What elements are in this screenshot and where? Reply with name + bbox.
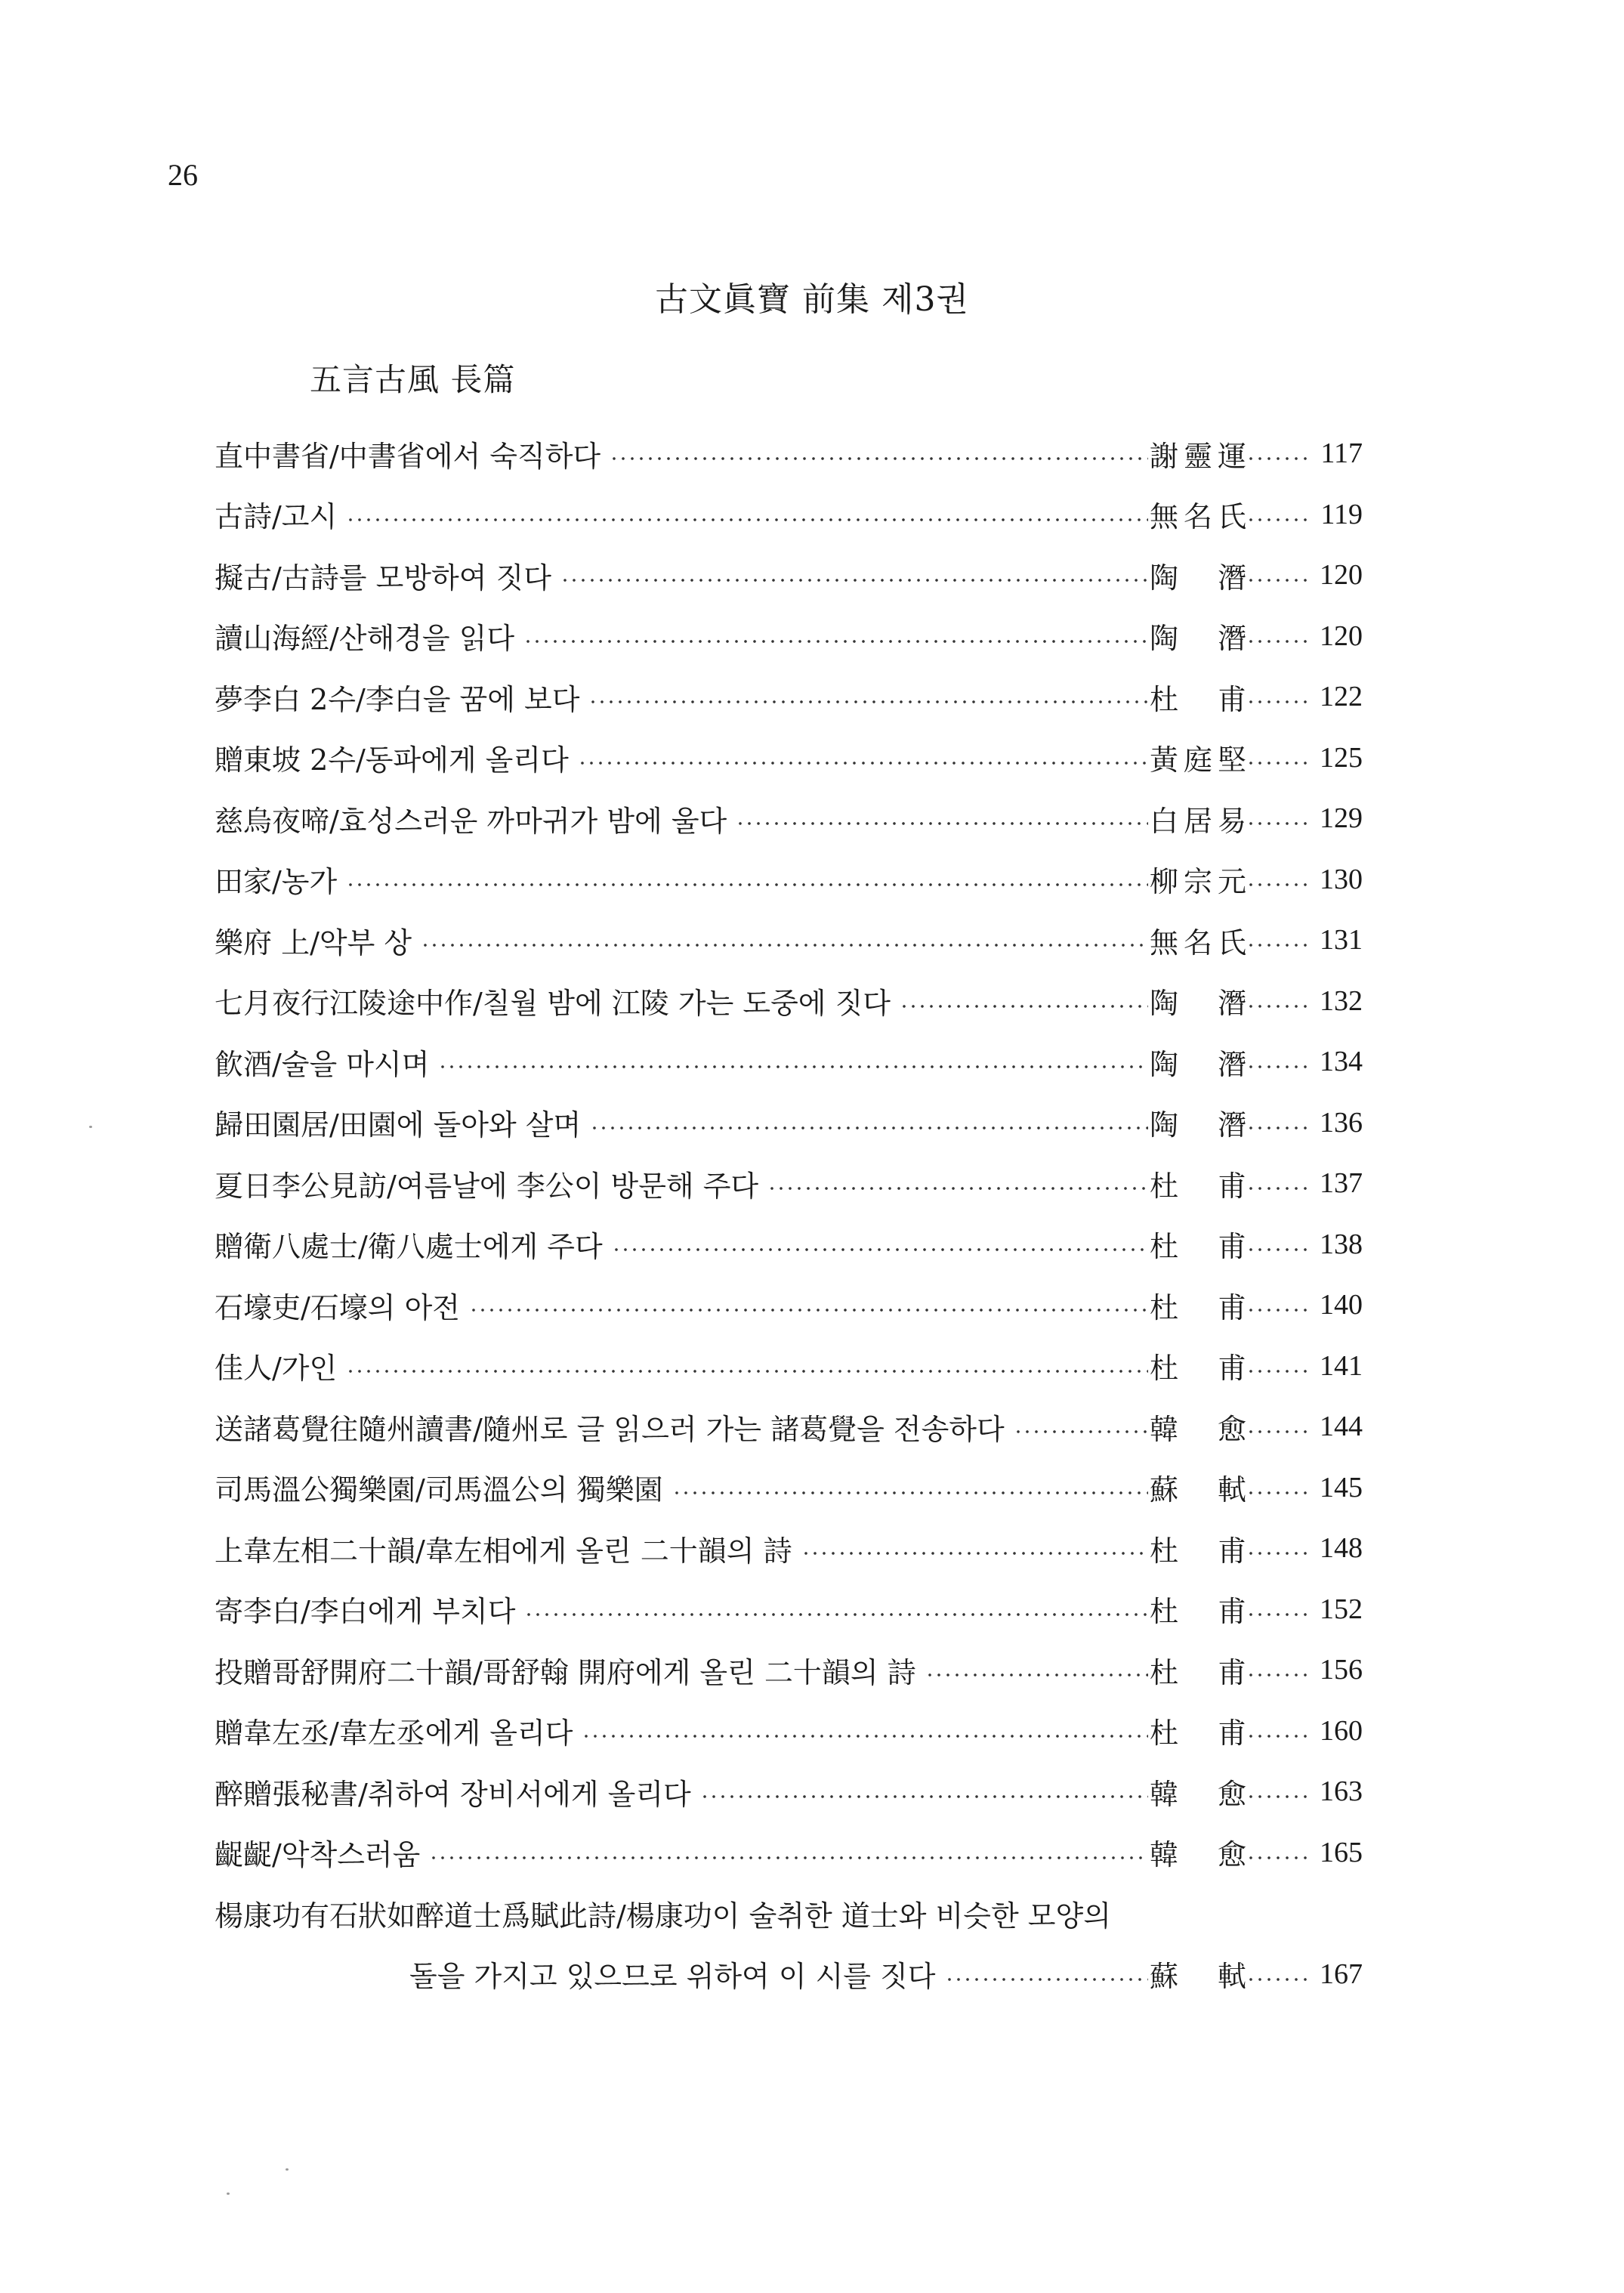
entry-author: 無名氏 <box>1150 926 1246 960</box>
entry-page: 125 <box>1320 741 1363 774</box>
dot-leader <box>421 941 1148 949</box>
entry-page: 160 <box>1320 1714 1363 1747</box>
entry-author: 杜 甫 <box>1150 1169 1246 1203</box>
entry-author: 杜 甫 <box>1150 1352 1246 1386</box>
entry-author: 無名氏 <box>1150 500 1246 534</box>
toc-entry[interactable] <box>215 1639 1363 1701</box>
entry-title: 七月夜行江陵途中作/칠월 밤에 江陵 가는 도중에 짓다 <box>215 987 891 1021</box>
toc-entry[interactable] <box>215 849 1363 910</box>
entry-author: 杜 甫 <box>1150 682 1246 716</box>
entry-page: 120 <box>1320 620 1363 652</box>
entry-author: 陶 潛 <box>1150 1047 1246 1081</box>
toc-entry[interactable] <box>215 1031 1363 1092</box>
dot-leader <box>1246 698 1308 706</box>
toc-entry[interactable] <box>215 1092 1363 1154</box>
toc-entry[interactable] <box>215 484 1363 545</box>
entry-author: 杜 甫 <box>1150 1595 1246 1629</box>
dot-leader <box>1246 455 1308 462</box>
entry-title: 擬古/古詩를 모방하여 짓다 <box>215 561 551 595</box>
entry-author: 韓 愈 <box>1150 1838 1246 1872</box>
entry-title: 古詩/고시 <box>215 500 338 534</box>
entry-page: 131 <box>1320 924 1363 956</box>
entry-title: 讀山海經/산해경을 읽다 <box>215 622 515 656</box>
dot-leader <box>700 1793 1148 1800</box>
entry-author: 白居易 <box>1150 804 1246 838</box>
dot-leader <box>925 1671 1148 1679</box>
dot-leader <box>1246 516 1308 524</box>
entry-page: 144 <box>1320 1411 1363 1443</box>
scan-speck <box>89 1126 92 1128</box>
entry-title: 夢李白 2수/李白을 꿈에 보다 <box>215 682 580 716</box>
entry-author: 蘇 軾 <box>1150 1473 1246 1507</box>
dot-leader <box>900 1003 1148 1010</box>
toc-entry[interactable] <box>215 423 1363 484</box>
entry-author: 杜 甫 <box>1150 1717 1246 1751</box>
entry-author: 杜 甫 <box>1150 1534 1246 1568</box>
dot-leader <box>1246 1306 1308 1314</box>
dot-leader <box>1246 820 1308 827</box>
dot-leader <box>1246 1003 1308 1010</box>
dot-leader <box>1246 1671 1308 1679</box>
dot-leader <box>1246 638 1308 645</box>
dot-leader <box>1246 1732 1308 1740</box>
entry-page: 129 <box>1320 802 1363 835</box>
entry-page: 134 <box>1320 1046 1363 1078</box>
dot-leader <box>560 576 1148 584</box>
entry-page: 163 <box>1320 1775 1363 1808</box>
dot-leader <box>736 820 1148 827</box>
toc-entry[interactable] <box>215 1214 1363 1275</box>
entry-title: 送諸葛覺往隨州讀書/隨州로 글 읽으러 가는 諸葛覺을 전송하다 <box>215 1412 1005 1446</box>
toc-entry[interactable] <box>215 971 1363 1032</box>
entry-author: 韓 愈 <box>1150 1777 1246 1811</box>
entry-page: 152 <box>1320 1593 1363 1625</box>
entry-title: 歸田園居/田園에 돌아와 살며 <box>215 1108 582 1142</box>
entry-author: 杜 甫 <box>1150 1655 1246 1689</box>
table-of-contents <box>215 423 1363 2004</box>
toc-entry[interactable] <box>215 1579 1363 1640</box>
dot-leader <box>1246 1124 1308 1132</box>
entry-page: 167 <box>1320 1958 1363 1990</box>
entry-title: 上韋左相二十韻/韋左相에게 올린 二十韻의 詩 <box>215 1534 792 1568</box>
section-title: 五言古風 長篇 <box>310 361 516 398</box>
entry-page: 119 <box>1320 498 1363 530</box>
entry-page: 117 <box>1320 437 1363 470</box>
dot-leader <box>1246 941 1308 949</box>
entry-author: 蘇 軾 <box>1150 1960 1246 1994</box>
dot-leader <box>767 1185 1148 1192</box>
entry-page: 141 <box>1320 1349 1363 1382</box>
toc-entry[interactable] <box>215 1822 1363 1884</box>
dot-leader <box>346 881 1148 888</box>
dot-leader <box>588 698 1148 706</box>
dot-leader <box>1246 1854 1308 1862</box>
dot-leader <box>438 1063 1148 1071</box>
dot-leader <box>1246 1246 1308 1253</box>
scan-speck <box>227 2193 230 2195</box>
toc-entry-multiline-first[interactable] <box>215 1883 1363 1944</box>
dot-leader <box>578 759 1148 767</box>
entry-author: 韓 愈 <box>1150 1412 1246 1446</box>
entry-author: 陶 潛 <box>1150 1108 1246 1142</box>
dot-leader <box>1014 1428 1148 1435</box>
entry-title: 贈衛八處士/衛八處士에게 주다 <box>215 1230 603 1264</box>
entry-title: 夏日李公見訪/여름날에 李公이 방문해 주다 <box>215 1169 759 1203</box>
toc-entry[interactable] <box>215 1518 1363 1579</box>
dot-leader <box>610 455 1148 462</box>
entry-author: 陶 潛 <box>1150 561 1246 595</box>
dot-leader <box>801 1550 1148 1557</box>
dot-leader <box>1246 1976 1308 1983</box>
toc-entry[interactable] <box>215 666 1363 728</box>
dot-leader <box>429 1854 1148 1862</box>
dot-leader <box>1246 1550 1308 1557</box>
dot-leader <box>1246 1611 1308 1618</box>
dot-leader <box>346 1367 1148 1375</box>
entry-page: 130 <box>1320 863 1363 895</box>
dot-leader <box>1246 1367 1308 1375</box>
entry-page: 140 <box>1320 1289 1363 1321</box>
entry-title: 飮酒/술을 마시며 <box>215 1047 430 1081</box>
entry-title: 贈東坡 2수/동파에게 올리다 <box>215 743 569 777</box>
entry-title: 投贈哥舒開府二十韻/哥舒翰 開府에게 올린 二十韻의 詩 <box>215 1655 916 1689</box>
entry-title: 齪齪/악착스러움 <box>215 1838 421 1872</box>
dot-leader <box>1246 576 1308 584</box>
entry-title: 石壕吏/石壕의 아전 <box>215 1290 461 1324</box>
entry-title-line1: 楊康功有石狀如醉道士爲賦此詩/楊康功이 술취한 道士와 비슷한 모양의 <box>215 1899 1111 1933</box>
dot-leader <box>346 516 1148 524</box>
toc-entry[interactable] <box>215 1153 1363 1214</box>
dot-leader <box>469 1306 1148 1314</box>
dot-leader <box>590 1124 1148 1132</box>
dot-leader <box>1246 881 1308 888</box>
entry-title-line2: 돌을 가지고 있으므로 위하여 이 시를 짓다 <box>409 1960 936 1994</box>
toc-entry[interactable] <box>215 1275 1363 1336</box>
entry-page: 138 <box>1320 1228 1363 1260</box>
entry-author: 黃庭堅 <box>1150 743 1246 777</box>
toc-entry[interactable] <box>215 728 1363 789</box>
toc-entry[interactable] <box>215 545 1363 606</box>
entry-page: 136 <box>1320 1106 1363 1139</box>
toc-entry[interactable] <box>215 1457 1363 1519</box>
entry-author: 柳宗元 <box>1150 865 1246 899</box>
dot-leader <box>672 1489 1148 1497</box>
toc-entry[interactable] <box>215 910 1363 971</box>
dot-leader <box>1246 1793 1308 1800</box>
entry-title: 醉贈張秘書/취하여 장비서에게 올리다 <box>215 1777 691 1811</box>
entry-title: 寄李白/李白에게 부치다 <box>215 1595 516 1629</box>
entry-page: 137 <box>1320 1167 1363 1200</box>
toc-entry[interactable] <box>215 606 1363 667</box>
dot-leader <box>1246 1428 1308 1435</box>
dot-leader <box>582 1732 1148 1740</box>
entry-page: 132 <box>1320 984 1363 1017</box>
dot-leader <box>1246 1063 1308 1071</box>
volume-title: 古文眞寶 前集 제3권 <box>655 280 969 319</box>
dot-leader <box>945 1976 1148 1983</box>
entry-title: 佳人/가인 <box>215 1352 338 1386</box>
entry-title: 田家/농가 <box>215 865 338 899</box>
entry-author: 謝靈運 <box>1150 439 1246 473</box>
entry-author: 杜 甫 <box>1150 1290 1246 1324</box>
toc-entry-multiline-continuation[interactable] <box>215 1944 1363 2005</box>
entry-title: 司馬溫公獨樂園/司馬溫公의 獨樂園 <box>215 1473 663 1507</box>
entry-page: 156 <box>1320 1654 1363 1686</box>
entry-title: 樂府 上/악부 상 <box>215 926 412 960</box>
dot-leader <box>524 1611 1148 1618</box>
entry-page: 145 <box>1320 1471 1363 1503</box>
entry-page: 120 <box>1320 559 1363 592</box>
entry-title: 慈烏夜啼/효성스러운 까마귀가 밤에 울다 <box>215 804 727 838</box>
entry-title: 贈韋左丞/韋左丞에게 올리다 <box>215 1717 573 1751</box>
entry-page: 122 <box>1320 681 1363 713</box>
entry-title: 直中書省/中書省에서 숙직하다 <box>215 439 601 473</box>
toc-entry[interactable] <box>215 1761 1363 1822</box>
entry-page: 148 <box>1320 1532 1363 1565</box>
toc-entry[interactable] <box>215 1701 1363 1762</box>
toc-entry[interactable] <box>215 788 1363 849</box>
toc-entry[interactable] <box>215 1396 1363 1457</box>
scan-speck <box>286 2168 289 2171</box>
entry-author: 杜 甫 <box>1150 1230 1246 1264</box>
entry-author: 陶 潛 <box>1150 622 1246 656</box>
dot-leader <box>1246 1185 1308 1192</box>
page-number: 26 <box>168 158 198 192</box>
dot-leader <box>523 638 1148 645</box>
dot-leader <box>1246 759 1308 767</box>
entry-page: 165 <box>1320 1836 1363 1868</box>
dot-leader <box>1246 1489 1308 1497</box>
entry-author: 陶 潛 <box>1150 987 1246 1021</box>
dot-leader <box>612 1246 1148 1253</box>
toc-entry[interactable] <box>215 1336 1363 1397</box>
